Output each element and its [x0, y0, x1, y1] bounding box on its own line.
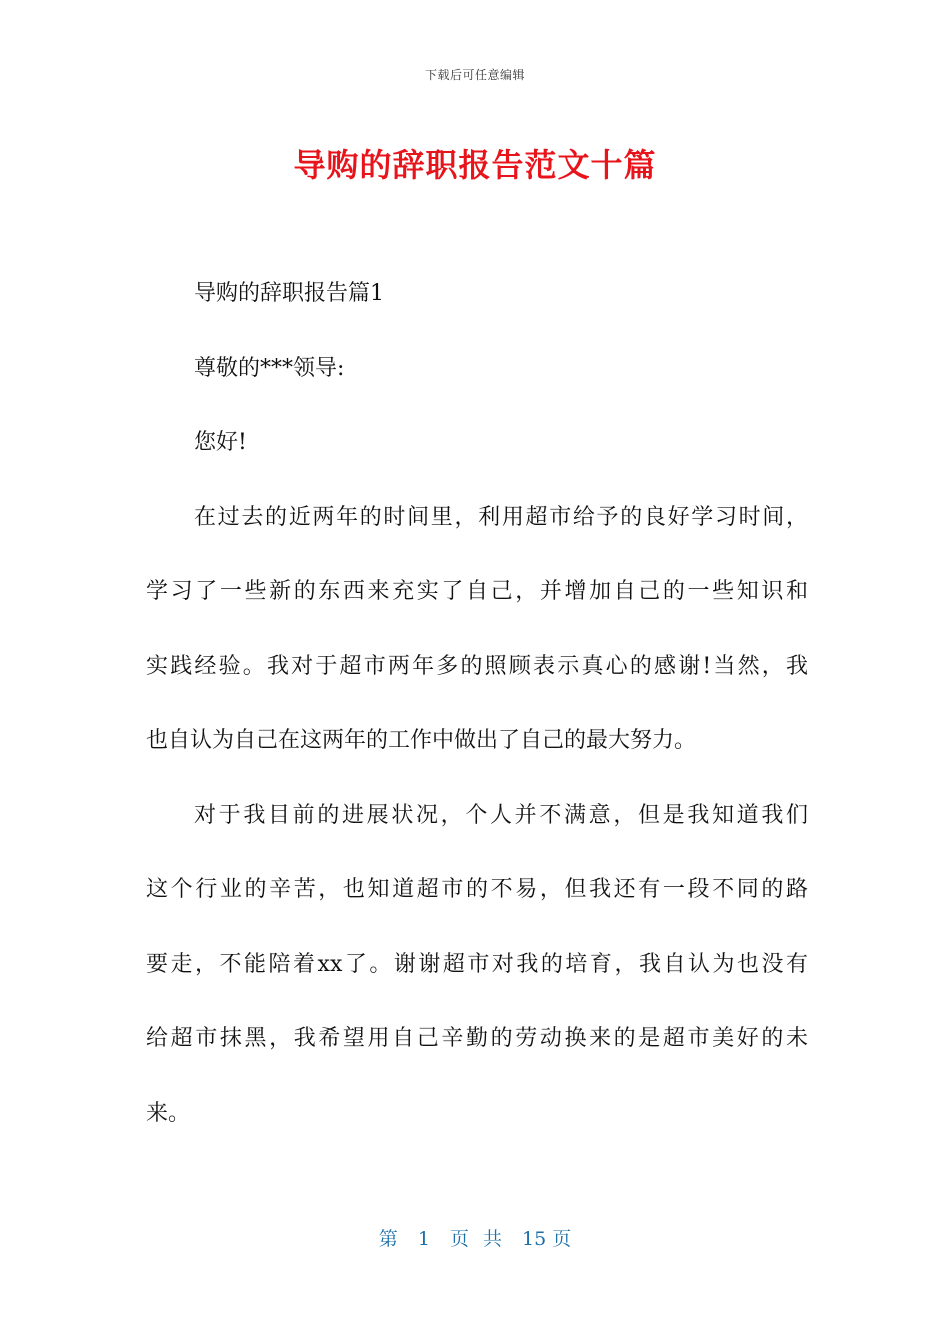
page-number-footer: [0, 1224, 950, 1251]
paragraph-2-line-3: 要走，不能陪着xx了。谢谢超市对我的培育，我自认为也没有: [146, 951, 808, 977]
paragraph-2-line-5: 来。: [146, 1100, 191, 1126]
paragraph-1-line-2: 学习了一些新的东西来充实了自己，并增加自己的一些知识和: [146, 579, 808, 604]
section-heading: 导购的辞职报告篇1: [194, 281, 384, 306]
salutation: 尊敬的***领导:: [194, 355, 345, 381]
footer-suffix: 页: [552, 1228, 572, 1250]
current-page-number: 1: [417, 1228, 430, 1250]
document-title: 导购的辞职报告范文十篇: [293, 146, 657, 184]
total-page-count: 15: [522, 1228, 547, 1250]
paragraph-1-line-3: 实践经验。我对于超市两年多的照顾表示真心的感谢!当然，我: [146, 653, 808, 679]
paragraph-2-line-2: 这个行业的辛苦，也知道超市的不易，但我还有一段不同的路: [146, 877, 808, 902]
paragraph-2-line-4: 给超市抹黑，我希望用自己辛勤的劳动换来的是超市美好的未: [146, 1026, 808, 1051]
greeting: 您好!: [194, 430, 247, 455]
page-header-note: 下载后可任意编辑: [424, 68, 525, 82]
footer-prefix: 第: [378, 1228, 398, 1250]
paragraph-1-line-4: 也自认为自己在这两年的工作中做出了自己的最大努力。: [146, 728, 697, 753]
footer-middle: 页 共: [449, 1228, 502, 1250]
paragraph-1-line-1: 在过去的近两年的时间里，利用超市给予的良好学习时间，: [194, 504, 808, 530]
document-body: [146, 272, 808, 1166]
paragraph-2-line-1: 对于我目前的进展状况，个人并不满意，但是我知道我们: [194, 802, 808, 828]
